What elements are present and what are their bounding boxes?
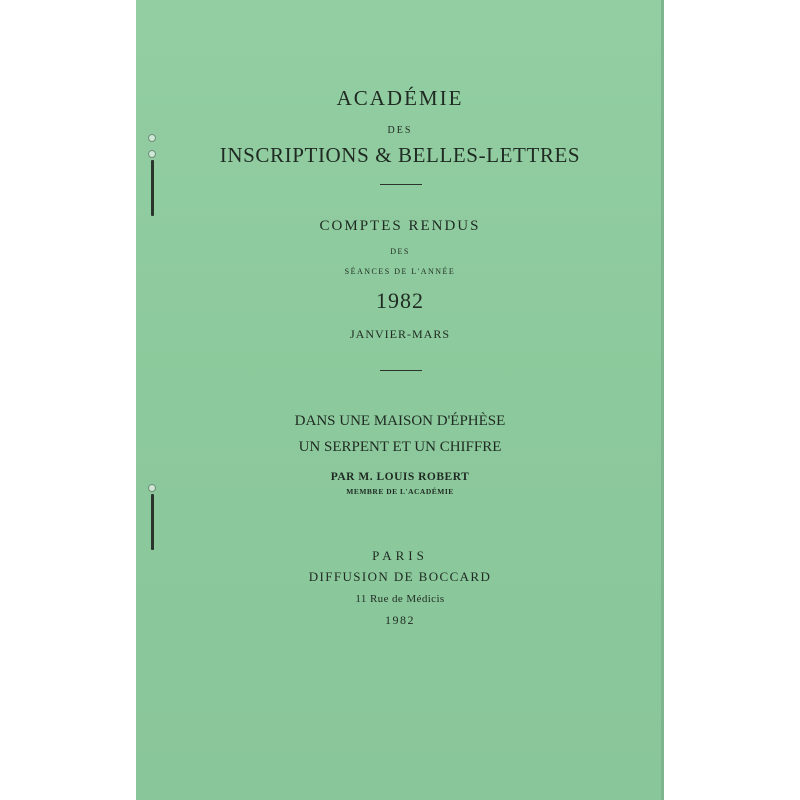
series-year: 1982 [376,288,424,313]
series-title: COMPTES RENDUS [319,218,481,234]
article-title-line2: UN SERPENT ET UN CHIFFRE [298,439,502,455]
cover-edge [661,0,664,800]
institution-name: ACADÉMIE [336,86,464,110]
series-connector: DES [390,247,410,256]
series-subtitle: SÉANCES DE L'ANNÉE [344,267,456,276]
divider-rule [380,184,422,185]
institution-subtitle: INSCRIPTIONS & BELLES-LETTRES [219,143,581,167]
imprint-address: 11 Rue de Médicis [355,593,445,605]
imprint-publisher: DIFFUSION DE BOCCARD [308,569,492,584]
divider-rule [380,370,422,371]
article-title-line1: DANS UNE MAISON D'ÉPHÈSE [294,413,506,429]
article-author-role: MEMBRE DE L'ACADÉMIE [346,487,454,496]
binding-stitch-bottom [151,494,154,550]
imprint-city: PARIS [372,548,428,563]
institution-connector: DES [387,125,413,136]
article-author: PAR M. LOUIS ROBERT [330,471,470,483]
imprint-year: 1982 [385,613,415,627]
binding-stitch-top [151,160,154,216]
series-period: JANVIER-MARS [349,327,450,341]
book-cover [136,0,664,800]
